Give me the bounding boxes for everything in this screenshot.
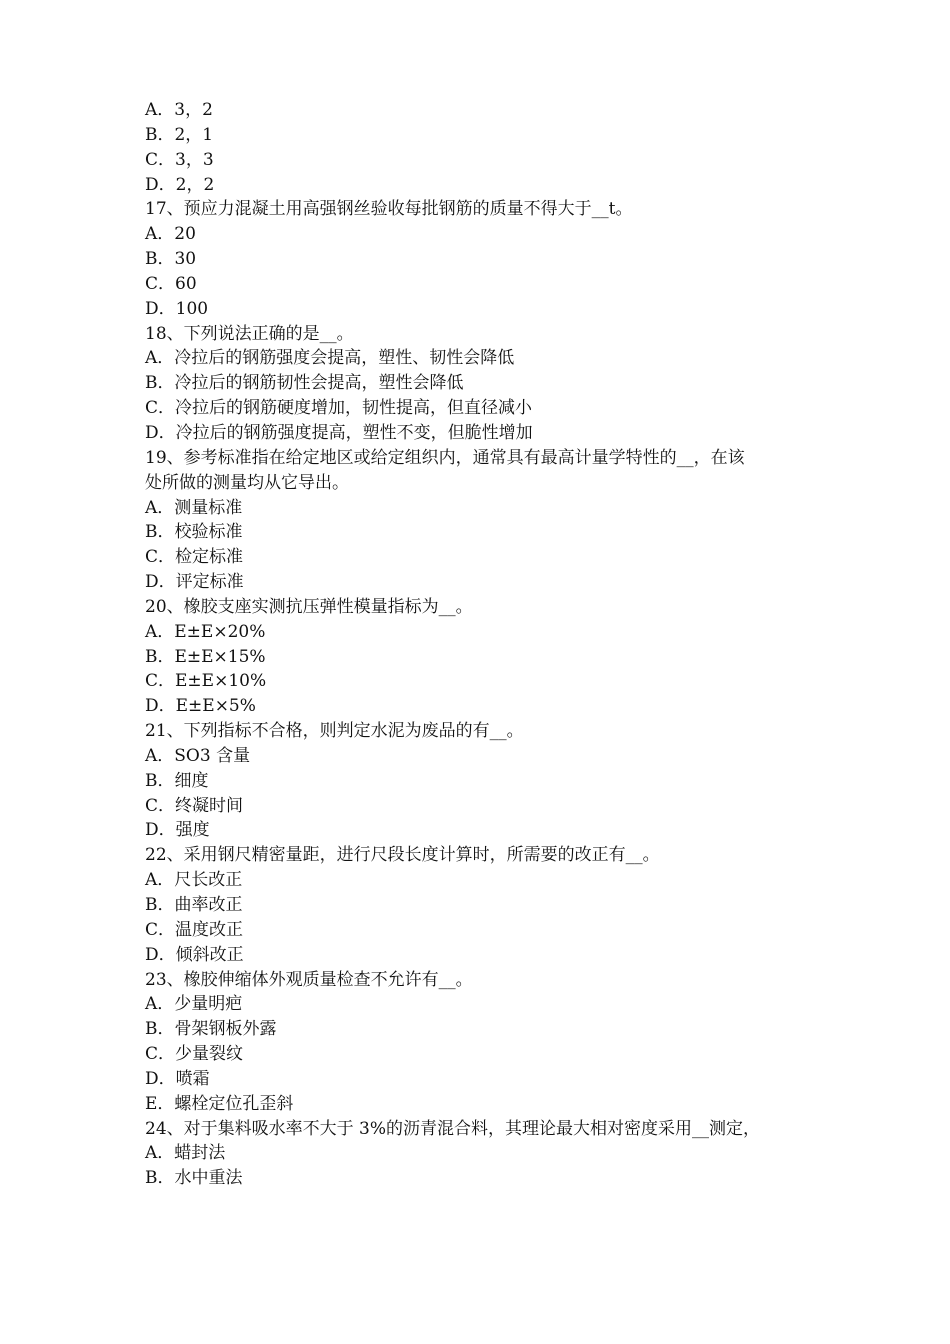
text-line: D．100 [145,298,209,319]
question-18: 18、下列说法正确的是__。 [145,323,354,344]
text-line: B．30 [145,249,197,270]
text-line: C．温度改正 [145,919,244,940]
text-line: B．E±E×15% [145,646,266,667]
text-line: C．少量裂纹 [145,1044,244,1065]
question-17: 17、预应力混凝土用高强钢丝验收每批钢筋的质量不得大于__t。 [145,199,633,220]
text-line: D．E±E×5% [145,696,256,717]
question-20: 20、橡胶支座实测抗压弹性模量指标为__。 [145,596,473,617]
text-line: B．细度 [145,770,209,791]
text-line: E．螺栓定位孔歪斜 [145,1093,294,1114]
question-23: 23、橡胶伸缩体外观质量检查不允许有__。 [145,969,473,990]
text-line: C．3，3 [145,149,214,170]
question-19-continued: 处所做的测量均从它导出。 [145,472,349,493]
text-line: D．喷霜 [145,1068,210,1089]
question-21: 21、下列指标不合格，则判定水泥为废品的有__。 [145,721,524,742]
text-line: B．水中重法 [145,1168,243,1189]
text-line: D．2，2 [145,174,215,195]
text-line: B．骨架钢板外露 [145,1019,277,1040]
text-line: B．2，1 [145,124,214,145]
text-line: C．E±E×10% [145,671,267,692]
question-19: 19、参考标准指在给定地区或给定组织内，通常具有最高计量学特性的__，在该 [145,447,745,468]
text-line: A．蜡封法 [145,1143,226,1164]
question-text-block [145,98,825,1191]
question-22: 22、采用钢尺精密量距，进行尺段长度计算时，所需要的改正有__。 [145,845,660,866]
text-line: A．3，2 [145,100,213,120]
text-line: C．冷拉后的钢筋硬度增加，韧性提高，但直径减小 [145,398,533,419]
text-line: A．测量标准 [145,497,243,518]
text-line: C．终凝时间 [145,795,244,816]
text-line: C．60 [145,273,197,294]
text-line: A．20 [145,224,196,245]
text-line: D．评定标准 [145,572,244,593]
text-line: A．冷拉后的钢筋强度会提高，塑性、韧性会降低 [145,348,515,369]
text-line: C．检定标准 [145,547,244,568]
text-line: A．少量明疤 [145,994,243,1015]
text-line: A．E±E×20% [145,621,266,642]
text-line: A．SO3 含量 [145,745,251,766]
text-line: B．冷拉后的钢筋韧性会提高，塑性会降低 [145,373,464,394]
text-line: B．校验标准 [145,522,243,543]
text-line: D．强度 [145,820,210,841]
text-line: B．曲率改正 [145,895,243,915]
text-line: A．尺长改正 [145,870,243,891]
text-line: D．倾斜改正 [145,944,244,965]
text-line: D．冷拉后的钢筋强度提高，塑性不变，但脆性增加 [145,422,533,443]
question-24: 24、对于集料吸水率不大于 3%的沥青混合料，其理论最大相对密度采用__测定， [145,1118,761,1139]
